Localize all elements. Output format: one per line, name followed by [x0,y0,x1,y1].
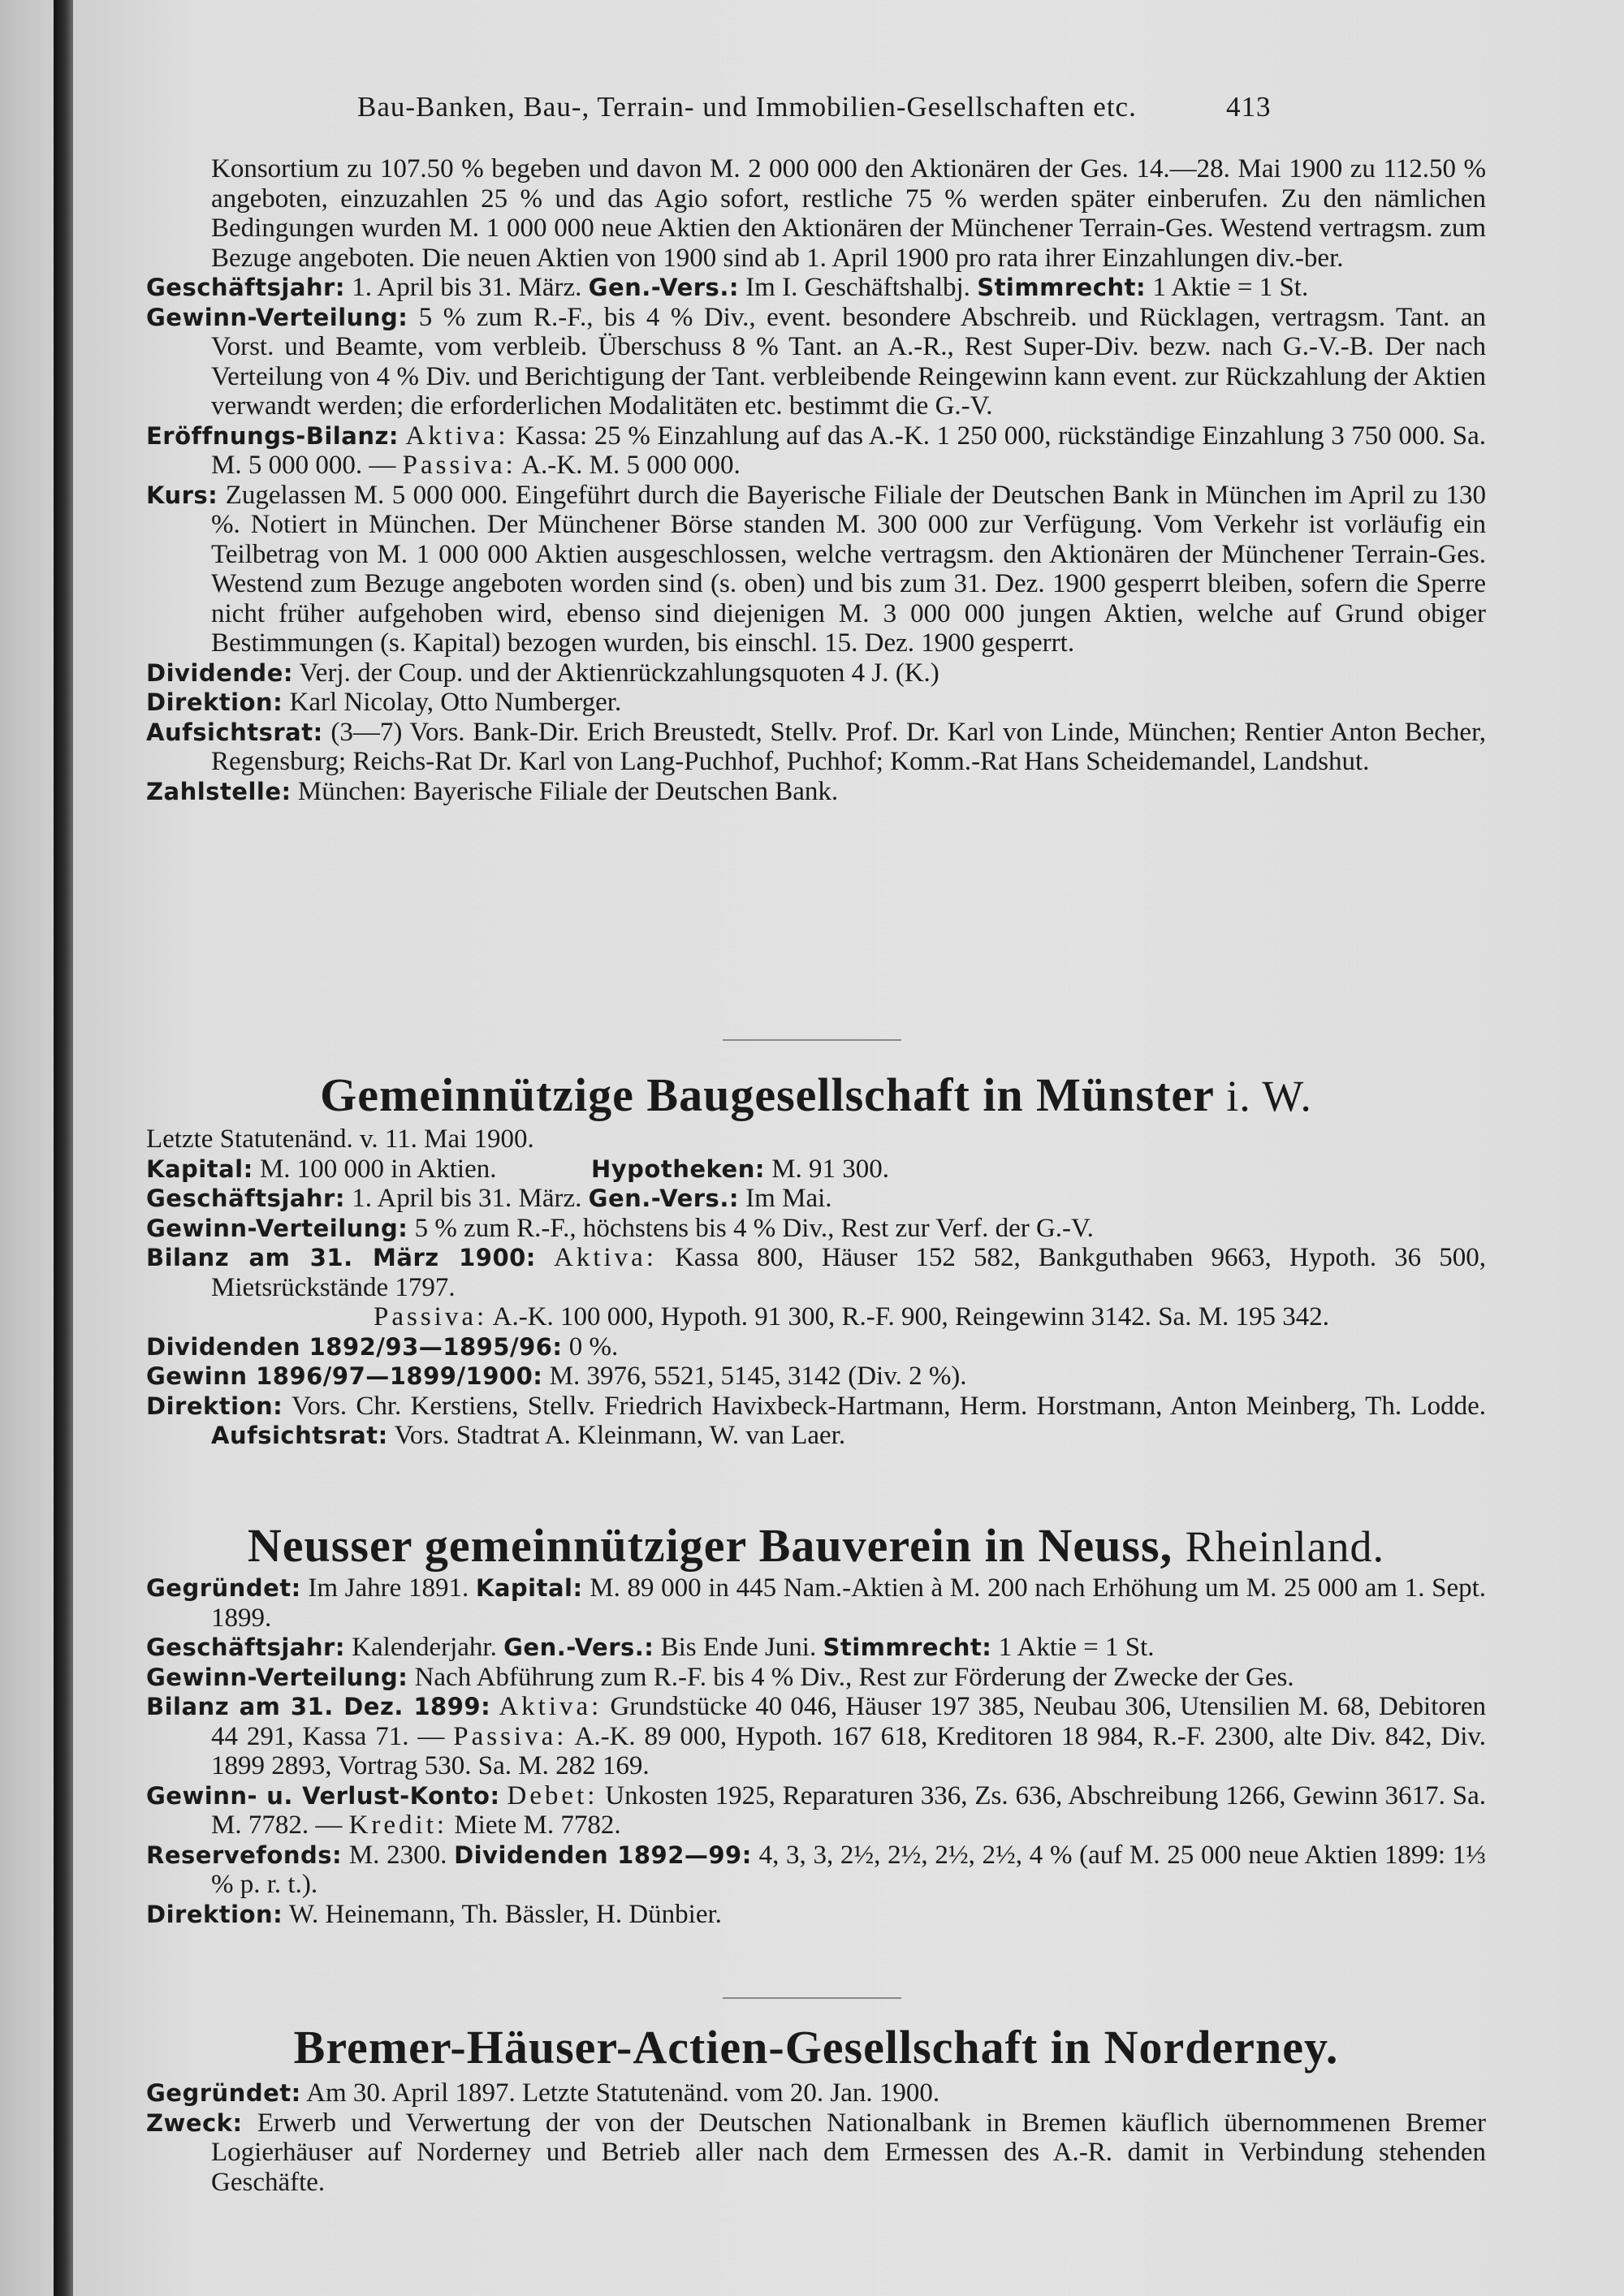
paying-agent-line: Zahlstelle: München: Bayerische Filiale der Deutschen Bank. [146,776,839,806]
management-line: Direktion: W. Heinemann, Th. Bässler, H. Dünbier. [146,1899,722,1929]
page-number: 413 [1226,91,1272,123]
company-heading-muenster: Gemeinnützige Baugesellschaft in Münster i. W. [320,1068,1312,1121]
profit-history-line: Gewinn 1896/97—1899/1900: M. 3976, 5521, 5145, 3142 (Div. 2 %). [146,1362,967,1391]
page-edge-shadow [0,0,54,2296]
section-divider [723,1997,901,1999]
capital-history-paragraph: Konsortium zu 107.50 % begeben und davon M. 2 000 000 den Aktionären der Ges. 14.—28. Mai 1900 zu 112.50 % angeboten, einzuzahlen 25 % und das Agio sofort, restliche 75 % werden später einberufen. Zu den nämlichen Bedingungen wurden M. 1 000 000 neue Aktien den Aktionären der Münchener Terrain-Ges. Westend vertragsm. zum Bezuge angeboten. Die neuen Aktien von 1900 sind ab 1. April 1900 pro rata ihrer Einzahlungen div.-ber. [211,154,1486,273]
book-spine [54,0,75,2296]
opening-balance-paragraph: Eröffnungs-Bilanz: Aktiva: Kassa: 25 % Einzahlung auf das A.-K. 1 250 000, rückständige Einzahlung 3 750 000. Sa. M. 5 000 000. — Passiva: A.-K. M. 5 000 000. [146,421,1487,480]
meeting-info-line: Geschäftsjahr: 1. April bis 31. März. Gen.-Vers.: Im I. Geschäftshalbj. Stimmrecht: 1 Aktie = 1 St. [146,273,1309,302]
running-title: Bau-Banken, Bau-, Terrain- und Immobilien-Gesellschaften etc. [357,91,1137,123]
founding-line: Gegründet: Am 30. April 1897. Letzte Statutenänd. vom 20. Jan. 1900. [146,2078,940,2108]
reserve-dividends-paragraph: Reservefonds: M. 2300. Dividenden 1892—99: 4, 3, 3, 2½, 2½, 2½, 2½, 4 % (auf M. 25 000 neue Aktien 1899: 1⅓ % p. r. t.). [146,1840,1487,1899]
running-header [357,91,1494,123]
supervisory-board-paragraph: Aufsichtsrat: (3—7) Vors. Bank-Dir. Erich Breustedt, Stellv. Prof. Dr. Karl von Linde, München; Rentier Anton Becher, Regensburg; Reichs-Rat Dr. Karl von Lang-Puchhof, Puchhof; Komm.-Rat Hans Scheidemandel, Landshut. [146,717,1486,776]
balance-liabilities-line: Passiva: A.-K. 100 000, Hypoth. 91 300, R.-F. 900, Reingewinn 3142. Sa. M. 195 342. [374,1302,1330,1331]
section-muenster [146,1124,1486,1451]
purpose-paragraph: Zweck: Erwerb und Verwertung der von der Deutschen Nationalbank in Bremen käuflich übernommenen Bremer Logierhäuser auf Norderney und Betrieb aller nach dem Ermessen des A.-R. damit in Verbindung stehenden Geschäfte. [146,2108,1486,2197]
dividends-line: Dividenden 1892/93—1895/96: 0 %. [146,1331,619,1362]
management-paragraph: Direktion: Vors. Chr. Kerstiens, Stellv. Friedrich Havixbeck-Hartmann, Herm. Horstmann, Anton Meinberg, Th. Lodde. Aufsichtsrat: Vors. Stadtrat A. Kleinmann, W. van Laer. [146,1391,1486,1450]
profit-distribution-paragraph: Gewinn-Verteilung: 5 % zum R.-F., bis 4 % Div., event. besondere Abschreib. und Rücklagen, vertragsm. Tant. an Vorst. und Beamte, vom verbleib. Überschuss 8 % Tant. an A.-R., Rest Super-Div. bezw. nach G.-V.-B. Der nach Verteilung von 4 % Div. und Berichtigung der Tant. verbleibende Reingewinn kann event. zur Rückzahlung der Aktien verwandt werden; die erforderlichen Modalitäten etc. bestimmt die G.-V. [146,302,1487,421]
founding-capital-paragraph: Gegründet: Im Jahre 1891. Kapital: M. 89 000 in 445 Nam.-Aktien à M. 200 nach Erhöhung um M. 25 000 am 1. Sept. 1899. [146,1573,1487,1633]
balance-sheet-paragraph: Bilanz am 31. Dez. 1899: Aktiva: Grundstücke 40 046, Häuser 197 385, Neubau 306, Utensilien M. 68, Debitoren 44 291, Kassa 71. — Passiva: A.-K. 89 000, Hypoth. 167 618, Kreditoren 18 984, R.-F. 2300, alte Div. 842, Div. 1899 2893, Vortrag 530. Sa. M. 282 169. [146,1692,1487,1780]
profit-distribution-line: Gewinn-Verteilung: 5 % zum R.-F., höchstens bis 4 % Div., Rest zur Verf. der G.-V. [146,1213,1094,1243]
statute-line: Letzte Statutenänd. v. 11. Mai 1900. [146,1124,534,1154]
fiscal-year-line: Geschäftsjahr: 1. April bis 31. März. Gen.-Vers.: Im Mai. [146,1184,832,1213]
stock-price-paragraph: Kurs: Zugelassen M. 5 000 000. Eingeführt durch die Bayerische Filiale der Deutschen Bank in München im April zu 130 %. Notiert in München. Der Münchener Börse standen M. 300 000 zur Verfügung. Vom Verkehr ist vorläufig ein Teilbetrag von M. 1 000 000 Aktien ausgeschlossen, welche vertragsm. den Aktionären der Münchener Terrain-Ges. Westend zum Bezuge angeboten worden sind (s. oben) und bis zum 31. Dez. 1900 gesperrt bleiben, sofern die Sperre nicht früher aufgehoben wird, ebenso sind diejenigen M. 3 000 000 jungen Aktien, welche auf Grund obiger Bestimmungen (s. Kapital) bezogen wurden, bis einschl. 15. Dez. 1900 gesperrt. [146,480,1486,658]
management-line: Direktion: Karl Nicolay, Otto Numberger. [146,688,622,717]
profit-distribution-paragraph: Gewinn-Verteilung: Nach Abführung zum R.-F. bis 4 % Div., Rest zur Förderung der Zwecke der Ges. [146,1662,1294,1692]
section-neuss [146,1573,1486,1929]
balance-sheet-paragraph: Bilanz am 31. März 1900: Aktiva: Kassa 800, Häuser 152 582, Bankguthaben 9663, Hypoth. 36 500, Mietsrückstände 1797. [146,1243,1487,1302]
capital-line: Kapital: M. 100 000 in Aktien. Hypotheken: M. 91 300. [146,1154,890,1184]
section-continued-entry [146,154,1486,806]
section-divider [723,1039,901,1041]
profit-loss-paragraph: Gewinn- u. Verlust-Konto: Debet: Unkosten 1925, Reparaturen 336, Zs. 636, Abschreibung 1266, Gewinn 3617. Sa. M. 7782. — Kredit: Miete M. 7782. [146,1780,1487,1840]
section-norderney [146,2078,1486,2197]
fiscal-year-line: Geschäftsjahr: Kalenderjahr. Gen.-Vers.: Bis Ende Juni. Stimmrecht: 1 Aktie = 1 St. [146,1633,1155,1662]
company-heading-neuss: Neusser gemeinnütziger Bauverein in Neuss, Rheinland. [247,1519,1385,1572]
dividend-line: Dividende: Verj. der Coup. und der Aktienrückzahlungsquoten 4 J. (K.) [146,658,939,688]
company-heading-norderney: Bremer-Häuser-Actien-Gesellschaft in Norderney. [293,2021,1339,2074]
